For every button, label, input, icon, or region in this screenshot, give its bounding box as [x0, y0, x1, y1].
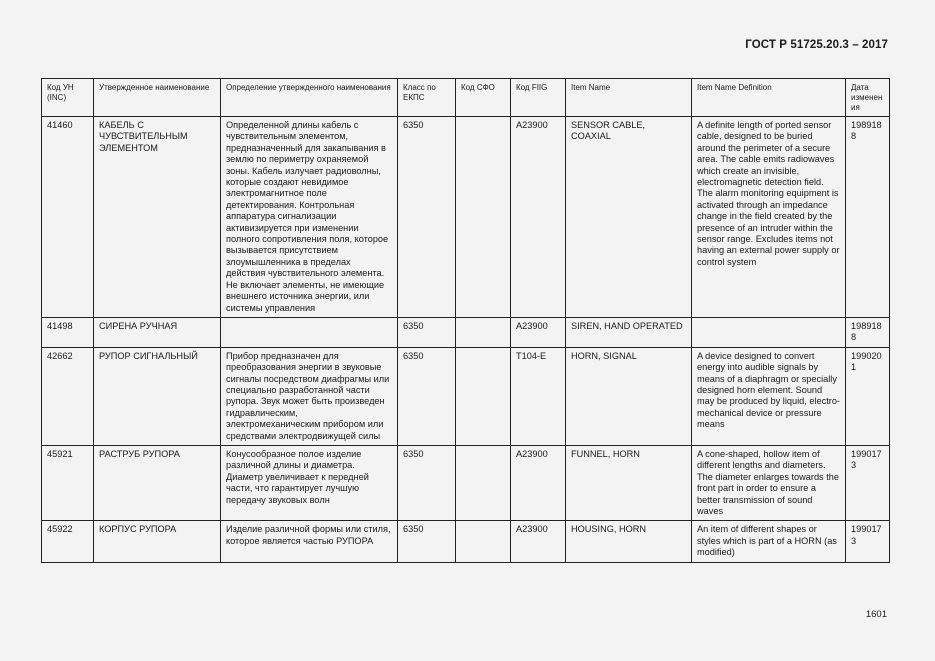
cell-change-date: 1990201 [846, 347, 890, 445]
cell-ekps-class: 6350 [398, 445, 456, 520]
page-number: 1601 [865, 609, 887, 620]
cell-sfo-code [456, 521, 511, 562]
nomenclature-table [41, 78, 890, 563]
cell-change-date: 1989188 [846, 117, 890, 318]
cell-definition: Прибор предназначен для преобразования энергии в звуковые сигналы посредством диафрагмы или специально разработанной части рупора. Звук может быть произведен гидравлическим, электромеханическим прибором или средствами электродвижущей силы [221, 347, 398, 445]
cell-item-name: SENSOR CABLE, COAXIAL [566, 117, 692, 318]
cell-change-date: 1990173 [846, 445, 890, 520]
cell-fiig-code: A23900 [511, 521, 566, 562]
cell-approved-name: СИРЕНА РУЧНАЯ [94, 317, 221, 347]
cell-inc: 41460 [42, 117, 94, 318]
cell-definition: Конусообразное полое изделие различной длины и диаметра. Диаметр увеличивает к передней части, что гарантирует лучшую передачу звуковых волн [221, 445, 398, 520]
column-header-inc: Код УН (INC) [42, 79, 94, 117]
cell-ekps-class: 6350 [398, 117, 456, 318]
cell-approved-name: РАСТРУБ РУПОРА [94, 445, 221, 520]
column-header-approved-name: Утвержденное наименование [94, 79, 221, 117]
cell-item-name: HOUSING, HORN [566, 521, 692, 562]
cell-sfo-code [456, 347, 511, 445]
table-header-row [42, 79, 890, 117]
cell-inc: 45921 [42, 445, 94, 520]
column-header-item-name-definition: Item Name Definition [692, 79, 846, 117]
cell-approved-name: КАБЕЛЬ С ЧУВСТВИТЕЛЬНЫМ ЭЛЕМЕНТОМ [94, 117, 221, 318]
cell-inc: 42662 [42, 347, 94, 445]
cell-sfo-code [456, 117, 511, 318]
cell-definition [221, 317, 398, 347]
cell-change-date: 1989188 [846, 317, 890, 347]
cell-approved-name: РУПОР СИГНАЛЬНЫЙ [94, 347, 221, 445]
cell-item-definition: An item of different shapes or styles which is part of a HORN (as modified) [692, 521, 846, 562]
table-row [42, 445, 890, 520]
cell-item-definition [692, 317, 846, 347]
cell-definition: Изделие различной формы или стиля, которое является частью РУПОРА [221, 521, 398, 562]
cell-item-name: HORN, SIGNAL [566, 347, 692, 445]
table-row [42, 117, 890, 318]
cell-fiig-code: A23900 [511, 317, 566, 347]
cell-approved-name: КОРПУС РУПОРА [94, 521, 221, 562]
cell-sfo-code [456, 445, 511, 520]
cell-inc: 45922 [42, 521, 94, 562]
cell-sfo-code [456, 317, 511, 347]
cell-ekps-class: 6350 [398, 347, 456, 445]
column-header-fiig-code: Код FIIG [511, 79, 566, 117]
column-header-item-name: Item Name [566, 79, 692, 117]
cell-ekps-class: 6350 [398, 521, 456, 562]
table-row [42, 521, 890, 562]
cell-inc: 41498 [42, 317, 94, 347]
cell-item-definition: A definite length of ported sensor cable, designed to be buried around the perimeter of a secure area. The cable emits radiowaves which create an invisible, electromagnetic detection field. The alarm monitoring equipment is activated through an impedance change in the field created by the presence of an intruder within the sensor range. Excludes items not having an external power supply or control system [692, 117, 846, 318]
cell-item-definition: A cone-shaped, hollow item of different lengths and diameters. The diameter enlarges towards the front part in order to ensure a better transmission of sound waves [692, 445, 846, 520]
cell-fiig-code: A23900 [511, 117, 566, 318]
column-header-change-date: Дата изменения [846, 79, 890, 117]
cell-ekps-class: 6350 [398, 317, 456, 347]
table-row [42, 347, 890, 445]
column-header-definition: Определение утвержденного наименования [221, 79, 398, 117]
cell-fiig-code: A23900 [511, 445, 566, 520]
cell-change-date: 1990173 [846, 521, 890, 562]
column-header-sfo-code: Код СФО [456, 79, 511, 117]
cell-fiig-code: T104-E [511, 347, 566, 445]
cell-item-definition: A device designed to convert energy into audible signals by means of a diaphragm or specially designed horn element. Sound may be produced by liquid, electro-mechanical device or pressure means [692, 347, 846, 445]
cell-item-name: FUNNEL, HORN [566, 445, 692, 520]
table-row [42, 317, 890, 347]
column-header-ekps-class: Класс по ЕКПС [398, 79, 456, 117]
document-standard-header: ГОСТ Р 51725.20.3 – 2017 [745, 39, 888, 51]
cell-item-name: SIREN, HAND OPERATED [566, 317, 692, 347]
cell-definition: Определенной длины кабель с чувствительным элементом, предназначенный для закапывания в землю по периметру охраняемой зоны. Кабель излучает радиоволны, которые создают невидимое электромагнитное поле детектирования. Контрольная аппаратура сигнализации активизируется при изменении полного сопротивления поля, которое вызывается присутствием злоумышленника в пределах действия чувствительного элемента. Не включает элементы, не имеющие внешнего источника энергии, или системы управления [221, 117, 398, 318]
